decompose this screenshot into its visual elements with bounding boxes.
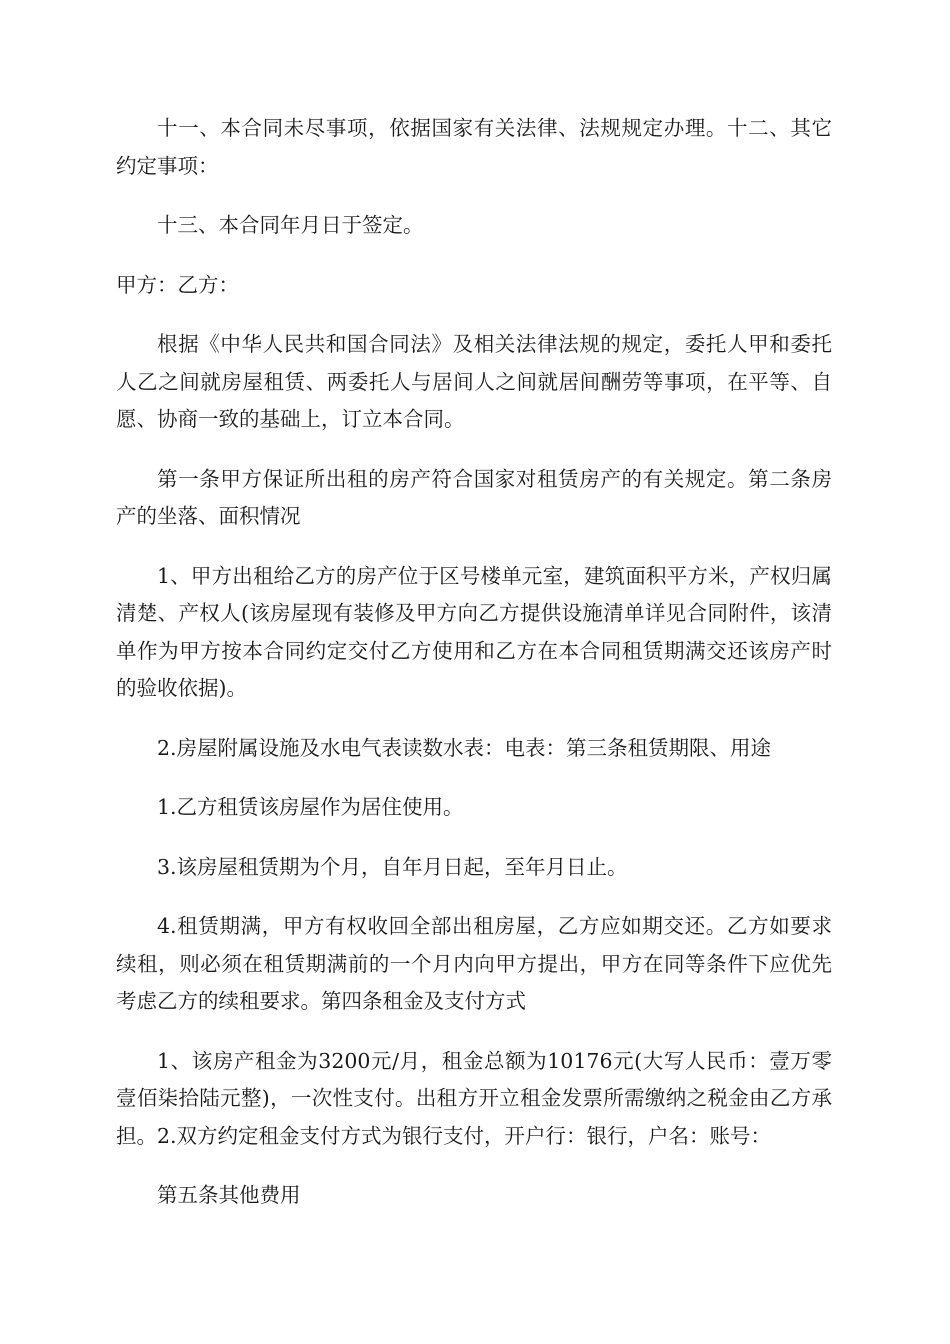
paragraph-property-location: 1、甲方出租给乙方的房产位于区号楼单元室，建筑面积平方米，产权归属清楚、产权人(该房屋现有装修及甲方向乙方提供设施清单详见合同附件，该清单作为甲方按本合同约定交付乙方使用和乙方在本合同租赁期满交还该房产时的验收依据)。 <box>116 563 832 700</box>
paragraph-signatures: 甲方：乙方： <box>116 272 239 297</box>
document-body <box>116 110 832 1237</box>
paragraph-article-1: 第一条甲方保证所出租的房产符合国家对租赁房产的有关规定。第二条房产的坐落、面积情况 <box>116 466 832 528</box>
paragraph-clause-13: 十三、本合同年月日于签定。 <box>157 213 424 237</box>
paragraph-rent-amount: 1、该房产租金为3200元/月，租金总额为10176元(大写人民币：壹万零壹佰柒拾陆元整)，一次性支付。出租方开立租金发票所需缴纳之税金由乙方承担。2.双方约定租金支付方式为银行支付，开户行：银行，户名：账号： <box>116 1048 832 1148</box>
paragraph-lease-term: 3.该房屋租赁期为个月，自年月日起，至年月日止。 <box>157 854 628 879</box>
paragraph-clause-11: 十一、本合同未尽事项，依据国家有关法律、法规规定办理。十二、其它约定事项： <box>116 116 832 178</box>
paragraph-usage: 1.乙方租赁该房屋作为居住使用。 <box>157 795 464 819</box>
paragraph-lease-renewal: 4.租赁期满，甲方有权收回全部出租房屋，乙方应如期交还。乙方如要求续租，则必须在租赁期满前的一个月内向甲方提出，甲方在同等条件下应优先考虑乙方的续租要求。第四条租金及支付方式 <box>116 914 832 1013</box>
paragraph-preamble: 根据《中华人民共和国合同法》及相关法律法规的规定，委托人甲和委托人乙之间就房屋租赁、两委托人与居间人之间就居间酬劳等事项，在平等、自愿、协商一致的基础上，订立本合同。 <box>116 332 832 431</box>
paragraph-article-5: 第五条其他费用 <box>157 1183 301 1207</box>
paragraph-meter-readings: 2.房屋附属设施及水电气表读数水表：电表：第三条租赁期限、用途 <box>157 735 772 760</box>
